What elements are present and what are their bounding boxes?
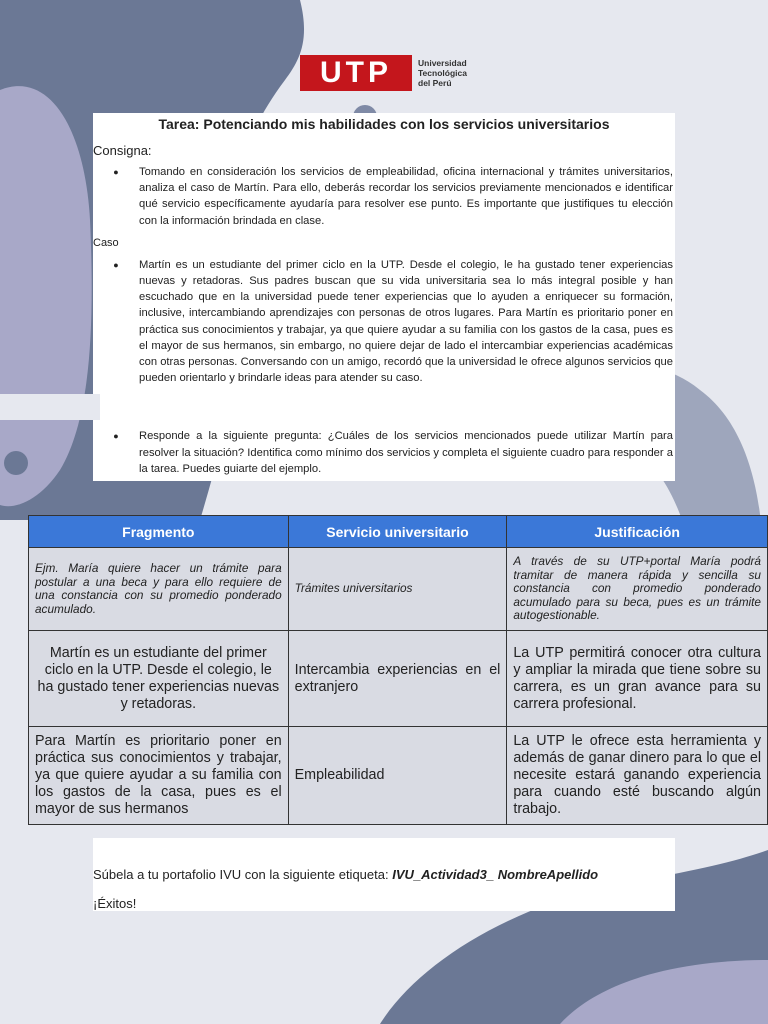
caso-label: Caso: [93, 236, 119, 249]
bullet-icon: ●: [113, 167, 119, 177]
bullet-icon: ●: [113, 431, 119, 442]
header-fragmento: Fragmento: [29, 516, 289, 548]
table-row: [29, 631, 768, 727]
task-sheet: [93, 113, 675, 481]
logo-mark: UTP: [300, 55, 412, 91]
header-justificacion: Justificación: [507, 516, 768, 548]
consigna-item: [93, 164, 675, 229]
bullet-icon: ●: [113, 259, 119, 270]
table-row: [29, 727, 768, 825]
row-justification: La UTP le ofrece esta herramienta y además de ganar dinero para lo que el necesite estará ganando experiencia para cuando esté buscando algún trabajo.: [507, 727, 768, 825]
row-service: Empleabilidad: [288, 727, 507, 825]
consigna-label: Consigna:: [93, 143, 152, 158]
row-justification: La UTP permitirá conocer otra cultura y ampliar la mirada que tiene sobre su carrera, es un gran avance para su carrera profesional.: [507, 631, 768, 727]
table-header-row: [29, 516, 768, 548]
table-row-example: [29, 548, 768, 631]
example-justification: A través de su UTP+portal María podrá tramitar de manera rápida y sencilla su constancia con promedio ponderado acumulado para su beca, pues es un trámite autogestionable.: [507, 548, 768, 631]
logo-line-1: Universidad: [418, 58, 467, 68]
logo-line-2: Tecnológica: [418, 68, 467, 78]
pregunta-text: Responde a la siguiente pregunta: ¿Cuáles de los servicios mencionados puede utilizar Martín para resolver la situación? Identifica como mínimo dos servicios y completa el siguiente cuadro para responder a la tarea. Puedes guiarte del ejemplo.: [139, 430, 673, 475]
utp-logo: [300, 55, 467, 91]
header-servicio: Servicio universitario: [288, 516, 507, 548]
upload-tag: IVU_Actividad3_ NombreApellido: [392, 867, 599, 882]
pregunta-item: [93, 428, 675, 481]
example-service: Trámites universitarios: [288, 548, 507, 631]
caso-text: Martín es un estudiante del primer ciclo en la UTP. Desde el colegio, le ha gustado tener experiencias nuevas y retadoras. Sus padres buscan que su vida universitaria sea lo más integral posible y han escuchado que en la universidad puede tener experiencias que lo ayuden a enriquecer su formación, inclusive, intercambiando aprendizajes con personas de otros lugares. Para Martín es prioritario poner en práctica sus conocimientos y trabajar, ya que quiere ayudar a su familia con los gastos de la casa, pues es el mayor de sus hermanos, sin embargo, no quiere dejar de lado el intercambiar experiencias académicas con otras personas. Conversando con un amigo, recordó que la universidad le ofrece algunos servicios que pueden orientarlo y brindarle ideas para atender su caso.: [139, 258, 673, 385]
closing-text: ¡Éxitos!: [93, 896, 137, 911]
footer-box: [93, 838, 675, 911]
example-fragment: Ejm. María quiere hacer un trámite para postular a una beca y para ello requiere de una constancia con su promedio ponderado acumulado.: [29, 548, 289, 631]
consigna-text: Tomando en consideración los servicios de empleabilidad, oficina internacional y trámites universitarios, analiza el caso de Martín. Para ello, deberás recordar los servicios previamente mencionados e identificar qué servicio específicamente ayudaría para resolver ese punto. Es importante que justifiques tu elección con la información brindada en clase.: [139, 166, 673, 227]
row-service: Intercambia experiencias en el extranjero: [288, 631, 507, 727]
task-title: Tarea: Potenciando mis habilidades con los servicios universitarios: [158, 116, 610, 132]
row-fragment: Martín es un estudiante del primer ciclo en la UTP. Desde el colegio, le ha gustado tener experiencias nuevas y retadoras.: [29, 631, 289, 727]
upload-instruction: [93, 867, 598, 882]
services-table: [28, 515, 768, 825]
dot-left-shape: [4, 451, 28, 475]
row-fragment: Para Martín es prioritario poner en práctica sus conocimientos y trabajar, ya que quiere ayudar a su familia con los gastos de la casa, pues es el mayor de sus hermanos: [29, 727, 289, 825]
logo-line-3: del Perú: [418, 78, 452, 88]
spacer: [0, 394, 100, 420]
caso-item: [93, 257, 675, 387]
upload-text: Súbela a tu portafolio IVU con la siguiente etiqueta:: [93, 867, 393, 882]
logo-text: [418, 58, 467, 88]
